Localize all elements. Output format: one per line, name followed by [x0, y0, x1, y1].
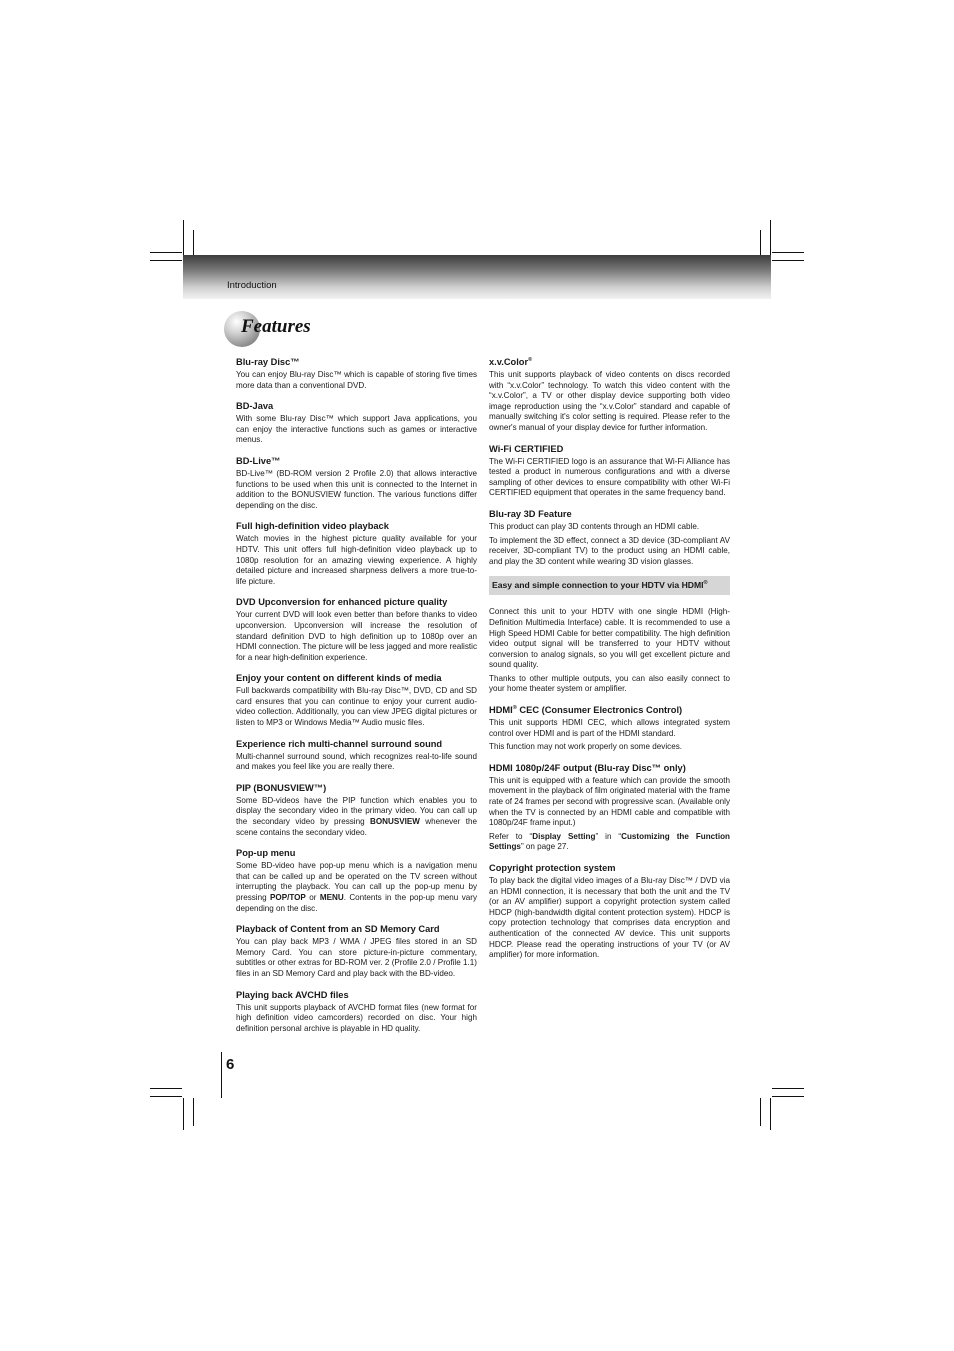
- header-band: [183, 255, 771, 299]
- feature-title: [236, 672, 477, 684]
- feature-paragraph: With some Blu-ray Disc™ which support Java applications, you can enjoy the interactive functions such as games or interactive menus.: [236, 414, 477, 445]
- feature-title-text: x.v.Color: [489, 357, 529, 367]
- feature-paragraph: Connect this unit to your HDTV with one single HDMI (High-Definition Multimedia Interface) cable. It is recommended to use a High Speed HDMI Cable for better compatibility. The high definition video output signal will be transferred to your HDTV without conversion to analog signals, so you will get excellent picture and sound quality.: [489, 607, 730, 670]
- feature-title: [489, 704, 730, 716]
- box-heading-text: Easy and simple connection to your HDTV via HDMI: [492, 580, 704, 591]
- crop-mark: [150, 252, 182, 253]
- page-title: Features: [241, 316, 311, 337]
- feature-paragraph: [236, 796, 477, 838]
- feature-paragraph: This function may not work properly on some devices.: [489, 742, 682, 752]
- crop-mark: [772, 1088, 804, 1089]
- feature-title-text: PIP (BONUSVIEW™): [236, 782, 327, 793]
- feature-title: [236, 596, 477, 608]
- feature-title: [236, 782, 477, 794]
- crop-mark: [150, 1096, 182, 1097]
- feature-paragraph: Watch movies in the highest picture quality available for your HDTV. This unit offers full high-definition video playback up to 1080p resolution for an amazing viewing experience. A highly detailed picture and increased sharpness delivers a more true-to-life picture.: [236, 534, 477, 586]
- section-box-heading: [489, 576, 730, 595]
- crop-mark: [770, 1098, 771, 1130]
- left-column: [236, 356, 477, 1043]
- text-run: . Contents in the pop-up menu vary depending on the disc.: [236, 893, 477, 913]
- feature-title: [236, 400, 477, 412]
- text-run: or: [305, 893, 320, 902]
- section-label: Introduction: [227, 280, 277, 291]
- feature-title-text: Enjoy your content on different kinds of media: [236, 673, 442, 684]
- feature-title: [489, 443, 730, 455]
- feature-media: [236, 672, 477, 728]
- bold-run: POP/TOP: [270, 893, 306, 902]
- feature-1080p24: [489, 762, 730, 853]
- feature-title-text: Copyright protection system: [489, 863, 616, 873]
- feature-title-text: HDMI: [489, 705, 513, 716]
- feature-title: [236, 989, 477, 1001]
- feature-copy: [489, 862, 730, 961]
- feature-paragraph: To implement the 3D effect, connect a 3D device (3D-compliant AV receiver, 3D-compliant TV) to the product using an HDMI cable, and play the 3D content while wearing 3D vision glasses.: [489, 535, 730, 566]
- feature-title: [236, 738, 477, 750]
- feature-cec: [489, 704, 730, 753]
- feature-wifi: [489, 443, 730, 499]
- text-run: Some BD-video have pop-up menu which is a navigation menu that can be called up and be operated on the TV screen without interrupting the playback. You can call up the pop-up menu by pressing: [236, 861, 477, 902]
- feature-surround: [236, 738, 477, 773]
- crop-mark: [760, 1098, 761, 1126]
- bold-run: Customizing the Function Settings: [489, 831, 730, 852]
- registered-mark: ®: [528, 356, 533, 363]
- crop-mark: [772, 260, 804, 261]
- feature-paragraph: This unit supports HDMI CEC, which allows integrated system control over HDMI and is part of the HDMI standard.: [489, 718, 730, 738]
- feature-title-text: Blu-ray Disc™: [236, 357, 300, 367]
- feature-pip: [236, 782, 477, 838]
- text-run: ” in “: [595, 831, 622, 841]
- feature-paragraph: This unit supports playback of video contents on discs recorded with “x.v.Color” technology. To watch this video content with the “x.v.Color”, a TV or other display device supporting both video image reproduction using the “x.v.Color” standard and capable of manually switching it's color setting is required. Please refer to the owner's manual of your display device for further information.: [489, 370, 730, 432]
- crop-mark: [150, 260, 182, 261]
- feature-paragraph: Multi-channel surround sound, which recognizes real-to-life sound and makes you feel like you are really there.: [236, 751, 477, 772]
- feature-avchd: [236, 989, 477, 1035]
- feature-title-text: Experience rich multi-channel surround sound: [236, 738, 443, 749]
- feature-bdjava: [236, 400, 477, 446]
- crop-mark: [193, 1098, 194, 1126]
- feature-paragraph: This unit is equipped with a feature which can provide the smooth movement in the playback of film originated material with the frame rate of 24 frames per second with progressive scan. (Available only when the TV is connected by an HDMI cable and compatible with 1080p/24F frame input.): [489, 775, 730, 828]
- feature-connect: [489, 607, 730, 695]
- feature-title-text: Wi-Fi CERTIFIED: [489, 443, 564, 454]
- page-number: 6: [226, 1056, 235, 1073]
- feature-sdcard: [236, 923, 477, 979]
- bold-run: Display Setting: [532, 831, 596, 841]
- feature-title-text: Full high-definition video playback: [236, 521, 389, 532]
- feature-bluray: [236, 356, 477, 391]
- feature-paragraph: You can play back MP3 / WMA / JPEG files stored in an SD Memory Card. You can store picture-in-picture commentary, subtitles or other extras for BD-ROM ver. 2 (Profile 2.0 / Profile 1.1) files in an SD Memory Card and play back with the BD-video.: [236, 937, 477, 978]
- text-run: Some BD-videos have the PIP function which enables you to display the secondary video in the primary video. You can call up the secondary video by pressing: [236, 795, 477, 827]
- crop-mark: [772, 252, 804, 253]
- feature-title-rest: CEC (Consumer Electronics Control): [516, 705, 683, 716]
- feature-fullhd: [236, 520, 477, 587]
- feature-title: [489, 762, 730, 774]
- page-number-rule: [221, 1052, 222, 1098]
- feature-title: [236, 356, 477, 368]
- feature-title-text: HDMI 1080p/24F output (Blu-ray Disc™ only): [489, 762, 686, 773]
- feature-title: [236, 520, 477, 532]
- feature-title-text: Pop-up menu: [236, 848, 296, 859]
- feature-title: [236, 847, 477, 859]
- feature-upconv: [236, 596, 477, 663]
- feature-paragraph: Thanks to other multiple outputs, you can also easily connect to your home theater system or amplifier.: [489, 673, 730, 694]
- feature-title-text: DVD Upconversion for enhanced picture quality: [236, 597, 448, 608]
- feature-title: [236, 923, 477, 935]
- feature-paragraph: [236, 861, 477, 914]
- feature-title: [236, 455, 477, 467]
- feature-paragraph: To play back the digital video images of a Blu-ray Disc™ / DVD via an HDMI connection, it is necessary that both the unit and the TV (or an AV amplifier) support a copyright protection system called HDCP (high-bandwidth digital content protection system). HDCP is copy protection technology that comprises data encryption and authentication of the connected AV device. This unit supports HDCP. Please read the operating instructions of your TV (or AV amplifier) for more information.: [489, 876, 730, 960]
- feature-title-text: BD-Live™: [236, 455, 281, 466]
- feature-3d: [489, 508, 730, 567]
- text-run: ” on page 27.: [520, 842, 569, 852]
- feature-title-text: BD-Java: [236, 401, 274, 412]
- feature-xvcolor: [489, 356, 730, 434]
- feature-title: [489, 862, 730, 874]
- text-run: whenever the scene contains the secondary video.: [236, 817, 478, 837]
- feature-paragraph: [489, 832, 730, 853]
- feature-title: [489, 356, 730, 368]
- text-run: Refer to “: [489, 831, 533, 841]
- feature-paragraph: Your current DVD will look even better than before thanks to video upconversion. Upconversion will increase the resolution of standard definition DVD to high definition up to 1080p over an HDMI connection. The picture will be less jagged and more realistic for a near high-definition experience.: [236, 610, 477, 662]
- registered-mark: ®: [703, 580, 708, 587]
- feature-paragraph: BD-Live™ (BD-ROM version 2 Profile 2.0) that allows interactive functions to be used when this unit is connected to the Internet in addition to the BONUSVIEW function. The various functions differ depending on the disc.: [236, 468, 477, 510]
- feature-paragraph: This unit supports playback of AVCHD format files (new format for high definition video camcorders) recorded on disc. Your high definition personal archive is playable in HD quality.: [236, 1002, 477, 1033]
- feature-title-text: Playback of Content from an SD Memory Card: [236, 924, 440, 935]
- feature-paragraph: Full backwards compatibility with Blu-ray Disc™, DVD, CD and SD card ensures that you can continue to enjoy your current audio-video collection. Additionally, you can view JPEG digital pictures or listen to MP3 or Windows Media™ Audio music files.: [236, 686, 477, 728]
- feature-paragraph: This product can play 3D contents through an HDMI cable.: [489, 521, 700, 531]
- feature-paragraph: The Wi-Fi CERTIFIED logo is an assurance that Wi-Fi Alliance has tested a product in numerous configurations and with a diverse sampling of other devices to ensure compatibility with other Wi-Fi CERTIFIED equipment that operates in the same frequency band.: [489, 456, 730, 498]
- right-column: [489, 356, 730, 970]
- feature-bdlive: [236, 455, 477, 511]
- crop-mark: [183, 1098, 184, 1130]
- feature-title-text: Playing back AVCHD files: [236, 989, 349, 1000]
- crop-mark: [150, 1088, 182, 1089]
- feature-paragraph: You can enjoy Blu-ray Disc™ which is capable of storing five times more data than a conventional DVD.: [236, 370, 477, 390]
- crop-mark: [772, 1096, 804, 1097]
- bold-run: BONUSVIEW: [369, 817, 420, 827]
- feature-title: [489, 508, 730, 520]
- bold-run: MENU: [319, 893, 344, 902]
- feature-popup: [236, 847, 477, 914]
- registered-mark: ®: [512, 704, 517, 711]
- feature-title-text: Blu-ray 3D Feature: [489, 508, 572, 519]
